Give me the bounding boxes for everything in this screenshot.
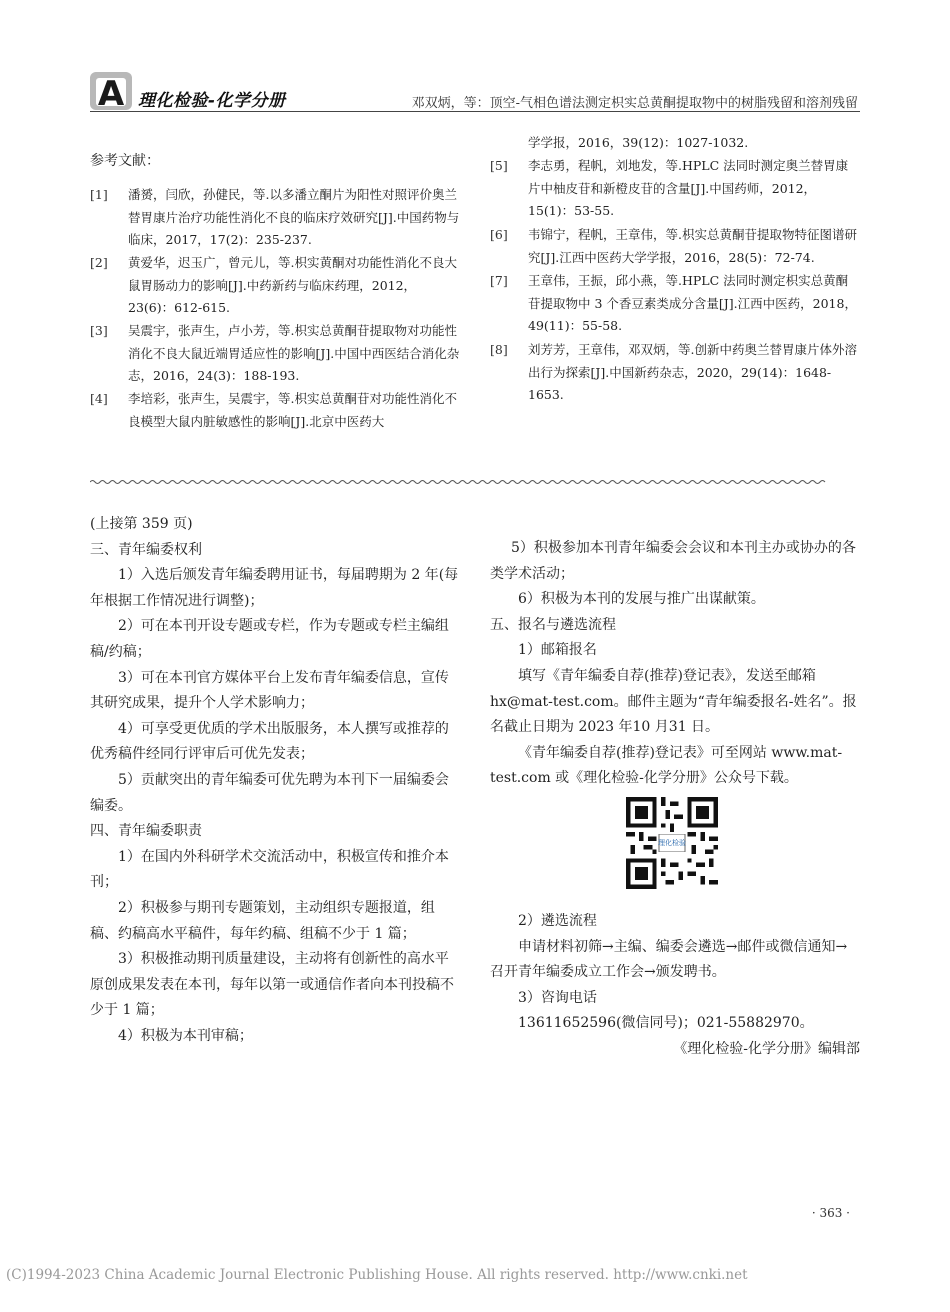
header-rule <box>90 111 860 112</box>
reference-item: [1] 潘赟，闫欣，孙健民，等.以多潘立酮片为阳性对照评价奥兰替胃康片治疗功能性消化不良的临床疗效研究[J].中国药物与临床，2017，17(2)：235-237. <box>90 187 460 247</box>
right-column-lower <box>490 909 860 1063</box>
running-title: 邓双炳，等：顶空-气相色谱法测定枳实总黄酮提取物中的树脂残留和溶剂残留 <box>411 96 858 111</box>
reference-item-continued: 学学报，2016，39(12)：1027-1032. <box>528 135 749 150</box>
reference-item: [2] 黄爱华，迟玉广，曾元儿，等.枳实黄酮对功能性消化不良大鼠胃肠动力的影响[J].中药新药与临床药理，2012，23(6)：612-615. <box>90 255 457 315</box>
reference-item: [7] 王章伟，王振，邱小燕，等.HPLC 法同时测定枳实总黄酮苷提取物中 3 个香豆素类成分含量[J].江西中医药，2018，49(11)：55-58. <box>490 273 857 333</box>
journal-logo-icon <box>90 70 132 112</box>
download-instructions: 《青年编委自荐(推荐)登记表》可至网站 www.mat-test.com 或《理化检验-化学分册》公众号下载。 <box>490 744 843 787</box>
duty-item: 1）在国内外科研学术交流活动中，积极宣传和推介本刊； <box>90 848 449 891</box>
section-title: 五、报名与遴选流程 <box>490 616 616 633</box>
right-item: 2）可在本刊开设专题或专栏，作为专题或专栏主编组稿/约稿； <box>90 618 449 660</box>
section-title: 四、青年编委职责 <box>90 823 202 840</box>
duty-item: 5）积极参加本刊青年编委会会议和本刊主办或协办的各类学术活动； <box>490 540 856 582</box>
duty-item: 2）积极参与期刊专题策划，主动组织专题报道，组稿、约稿高水平稿件，每年约稿、组稿不少于 1 篇； <box>90 899 435 942</box>
right-item: 5）贡献突出的青年编委可优先聘为本刊下一届编委会编委。 <box>90 771 449 814</box>
duty-item: 4）积极为本刊审稿； <box>118 1027 253 1044</box>
qr-label: 理化检验 <box>658 839 686 848</box>
email-instructions: 填写《青年编委自荐(推荐)登记表》，发送至邮箱 hx@mat-test.com。邮件主题为“青年编委报名-姓名”。报名截止日期为 2023 年10 月31 日。 <box>490 667 857 736</box>
right-item: 1）入选后颁发青年编委聘用证书，每届聘期为 2 年(每年根据工作情况进行调整)； <box>90 567 459 609</box>
subsection-title: 2）遴选流程 <box>518 913 597 929</box>
page-number: · 363 · <box>811 1206 850 1220</box>
reference-item: [4] 李培彩，张声生，吴震宇，等.枳实总黄酮苷对功能性消化不良模型大鼠内脏敏感性的影响[J].北京中医药大 <box>90 391 457 429</box>
duty-item: 6）积极为本刊的发展与推广出谋献策。 <box>518 591 765 608</box>
editorial-signature: 《理化检验-化学分册》编辑部 <box>673 1040 860 1057</box>
references-heading: 参考文献： <box>90 153 160 169</box>
wavy-separator <box>90 478 860 486</box>
copyright-footer: (C)1994-2023 China Academic Journal Electronic Publishing House. All rights reserved. http://www.cnki.net <box>6 1267 748 1283</box>
logo-letter: A <box>97 74 125 112</box>
subsection-title: 3）咨询电话 <box>518 989 597 1006</box>
duty-item: 3）积极推动期刊质量建设，主动将有创新性的高水平原创成果发表在本刊，每年以第一或通信作者向本刊投稿不少于 1 篇； <box>90 951 454 1019</box>
right-item: 4）可享受更优质的学术出版服务，本人撰写或推荐的优秀稿件经同行评审后可优先发表； <box>90 720 449 763</box>
selection-process: 申请材料初筛→主编、编委会遴选→邮件或微信通知→召开青年编委成立工作会→颁发聘书。 <box>490 938 848 981</box>
right-item: 3）可在本刊官方媒体平台上发布青年编委信息，宣传其研究成果，提升个人学术影响力； <box>90 669 449 712</box>
journal-name: 理化检验-化学分册 <box>138 91 286 111</box>
qr-code-icon <box>626 797 718 889</box>
reference-item: [8] 刘芳芳，王章伟，邓双炳，等.创新中药奥兰替胃康片体外溶出行为探索[J].中国新药杂志，2020，29(14)：1648-1653. <box>490 342 857 402</box>
continued-note: (上接第 359 页) <box>90 516 193 532</box>
subsection-title: 1）邮箱报名 <box>518 642 597 659</box>
phone-numbers: 13611652596(微信同号)；021-55882970。 <box>518 1015 814 1032</box>
right-column-upper <box>490 536 860 792</box>
reference-item: [6] 韦锦宁，程帆，王章伟，等.枳实总黄酮苷提取物特征图谱研究[J].江西中医药大学学报，2016，28(5)：72-74. <box>490 227 857 265</box>
reference-item: [3] 吴震宇，张声生，卢小芳，等.枳实总黄酮苷提取物对功能性消化不良大鼠近端胃适应性的影响[J].中国中西医结合消化杂志，2016，24(3)：188-193. <box>90 323 460 383</box>
reference-item: [5] 李志勇，程帆，刘地发，等.HPLC 法同时测定奥兰替胃康片中柚皮苷和新橙皮苷的含量[J].中国药师，2012，15(1)：53-55. <box>490 158 849 218</box>
left-column <box>90 512 460 1049</box>
section-title: 三、青年编委权利 <box>90 541 202 558</box>
